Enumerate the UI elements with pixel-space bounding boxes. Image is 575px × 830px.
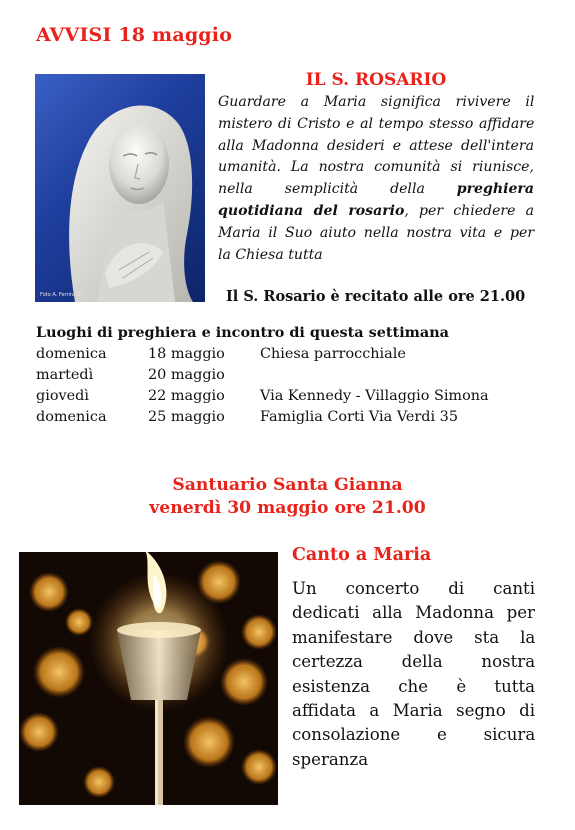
rosario-line: alla Madonna desideri e attese dell'intera — [218, 137, 534, 154]
candle-illustration — [19, 552, 278, 805]
canto-paragraph — [292, 577, 535, 772]
rosario-line: Guardare a Maria significa rivivere il — [218, 94, 535, 110]
rosario-line: Maria il Suo aiuto nella nostra vita e per — [218, 224, 535, 241]
rosario-line: mistero di Cristo e al tempo stesso affidare — [218, 115, 535, 132]
rosario-line-part: nella semplicità della — [218, 181, 425, 198]
canto-line: certezza della nostra — [292, 652, 536, 672]
schedule-row — [36, 344, 556, 365]
schedule-row — [36, 386, 556, 407]
canto-line: Un concerto di canti — [292, 579, 535, 598]
canto-line: consolazione e sicura — [292, 725, 536, 745]
luoghi-heading: Luoghi di preghiera e incontro di questa settimana — [36, 324, 449, 341]
schedule-row — [36, 365, 556, 386]
schedule-date: 20 maggio — [148, 367, 225, 383]
canto-line: speranza — [292, 749, 369, 769]
schedule-day: martedì — [36, 367, 94, 383]
page-heading: AVVISI 18 maggio — [36, 24, 233, 46]
madonna-statue-photo — [35, 74, 205, 302]
santuario-announcement — [0, 474, 575, 520]
rosario-title: IL S. ROSARIO — [305, 70, 447, 90]
rosario-line: umanità. La nostra comunità si riunisce, — [218, 159, 534, 176]
schedule-day: domenica — [36, 346, 107, 362]
rosario-line — [218, 179, 534, 201]
schedule-list — [36, 344, 556, 428]
canto-line: esistenza che è tutta — [292, 676, 535, 696]
santuario-datetime: venerdì 30 maggio ore 21.00 — [149, 498, 426, 518]
rosario-line-part: , per chiedere a — [404, 202, 534, 219]
rosario-emphasis: preghiera — [456, 181, 534, 198]
candle-photo — [19, 552, 278, 805]
photo-credit: Foto A. Ferrini © — [40, 292, 82, 298]
schedule-date: 22 maggio — [148, 388, 225, 404]
canto-title: Canto a Maria — [292, 545, 432, 565]
canto-line: dedicati alla Madonna per — [292, 603, 535, 623]
schedule-place: Chiesa parrocchiale — [260, 346, 406, 362]
schedule-place: Famiglia Corti Via Verdi 35 — [260, 409, 458, 425]
rosario-time: Il S. Rosario è recitato alle ore 21.00 — [226, 288, 526, 305]
madonna-illustration — [35, 74, 205, 302]
schedule-day: domenica — [36, 409, 107, 425]
schedule-date: 25 maggio — [148, 409, 225, 425]
rosario-emphasis: quotidiana del rosario — [218, 202, 405, 219]
rosario-line — [218, 201, 534, 223]
schedule-row — [36, 407, 556, 428]
santuario-name: Santuario Santa Gianna — [172, 475, 403, 495]
schedule-place: Via Kennedy - Villaggio Simona — [260, 388, 489, 404]
rosario-line: la Chiesa tutta — [218, 246, 323, 263]
rosario-paragraph — [218, 92, 534, 266]
schedule-day: giovedì — [36, 388, 89, 404]
canto-line: manifestare dove sta la — [292, 627, 536, 647]
schedule-date: 18 maggio — [148, 346, 225, 362]
canto-line: affidata a Maria segno di — [292, 701, 535, 721]
